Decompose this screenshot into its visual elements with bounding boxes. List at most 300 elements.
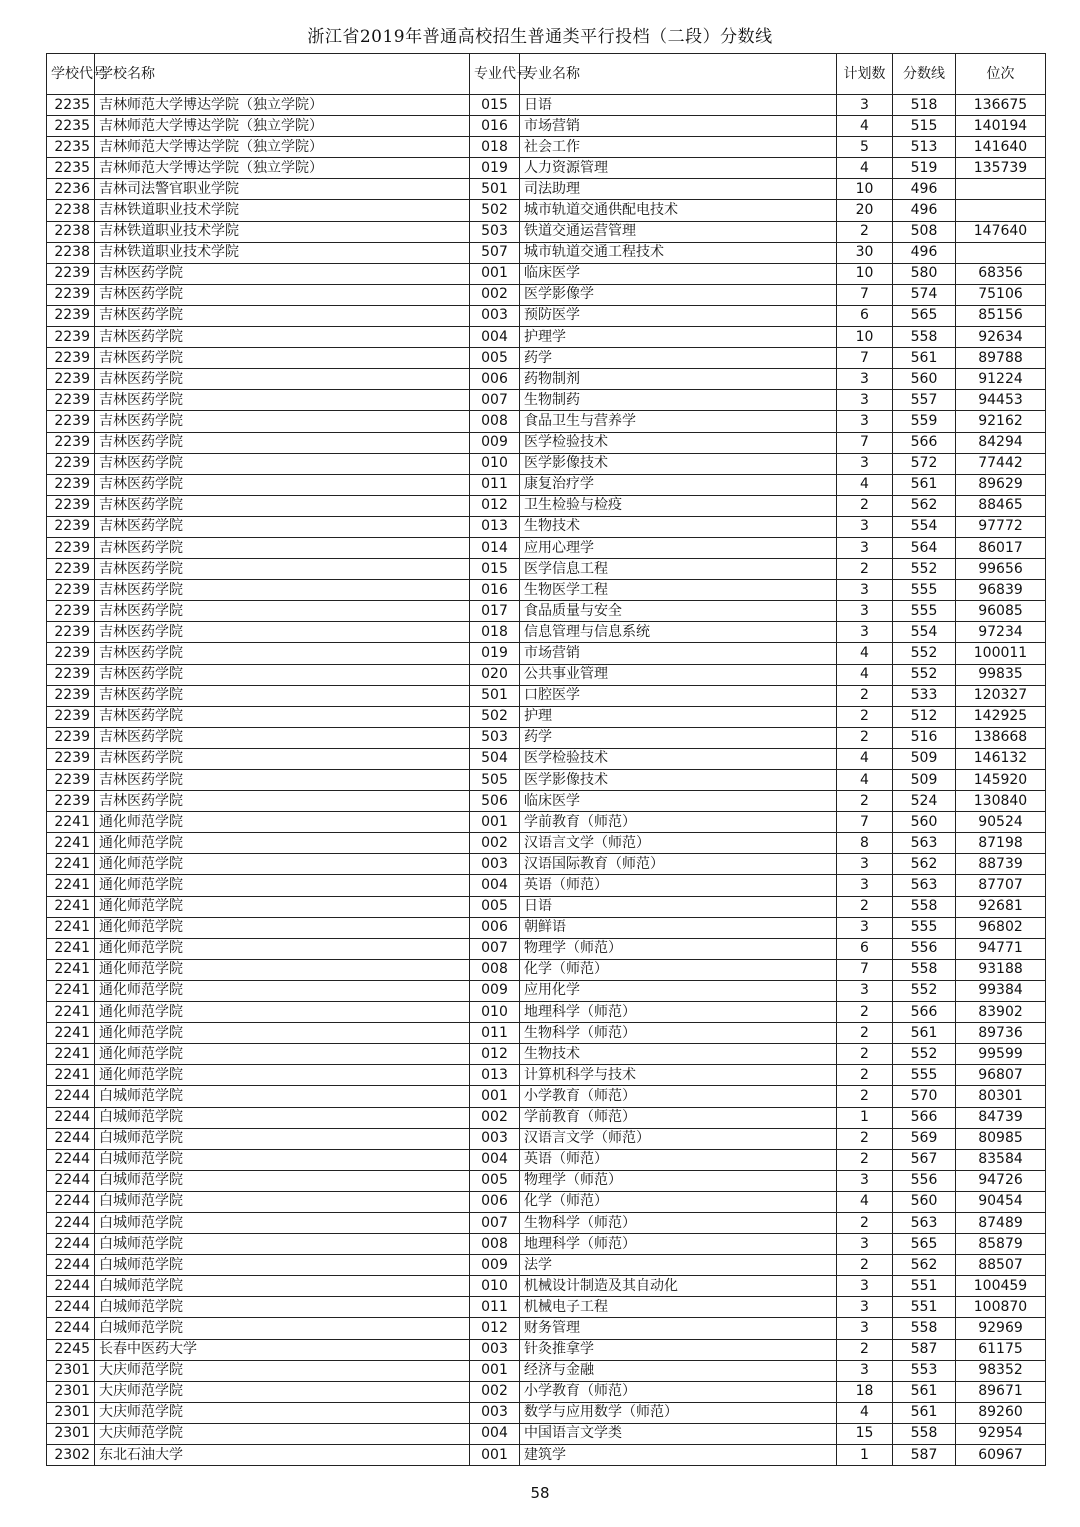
major-name-cell: 计算机科学与技术 [520, 1065, 837, 1086]
school-code-cell: 2239 [47, 453, 95, 474]
plan-cell: 20 [837, 200, 893, 221]
score-cell: 555 [893, 1065, 956, 1086]
major-code-cell: 011 [470, 1023, 520, 1044]
school-code-cell: 2241 [47, 1002, 95, 1023]
score-cell: 558 [893, 1423, 956, 1444]
rank-cell: 99384 [956, 980, 1046, 1001]
major-code-cell: 012 [470, 1318, 520, 1339]
major-code-cell: 011 [470, 474, 520, 495]
major-code-cell: 020 [470, 664, 520, 685]
major-name-cell: 城市轨道交通供配电技术 [520, 200, 837, 221]
plan-cell: 18 [837, 1381, 893, 1402]
school-name-cell: 吉林医药学院 [95, 516, 470, 537]
major-code-cell: 015 [470, 559, 520, 580]
school-name-cell: 长春中医药大学 [95, 1339, 470, 1360]
school-code-cell: 2241 [47, 833, 95, 854]
score-cell: 558 [893, 1318, 956, 1339]
score-cell: 555 [893, 917, 956, 938]
school-code-cell: 2239 [47, 263, 95, 284]
header-major-name: 专业名称 [520, 54, 837, 95]
school-name-cell: 白城师范学院 [95, 1170, 470, 1191]
table-row [47, 453, 1046, 474]
major-code-cell: 019 [470, 158, 520, 179]
school-name-cell: 吉林师范大学博达学院（独立学院） [95, 95, 470, 116]
table-row [47, 263, 1046, 284]
table-row [47, 369, 1046, 390]
school-name-cell: 通化师范学院 [95, 854, 470, 875]
major-name-cell: 财务管理 [520, 1318, 837, 1339]
score-cell: 563 [893, 875, 956, 896]
school-code-cell: 2302 [47, 1445, 95, 1466]
score-cell: 554 [893, 516, 956, 537]
major-name-cell: 临床医学 [520, 791, 837, 812]
school-name-cell: 吉林医药学院 [95, 748, 470, 769]
school-code-cell: 2239 [47, 537, 95, 558]
major-code-cell: 004 [470, 1149, 520, 1170]
table-row [47, 432, 1046, 453]
major-name-cell: 学前教育（师范） [520, 812, 837, 833]
rank-cell: 89629 [956, 474, 1046, 495]
major-code-cell: 003 [470, 854, 520, 875]
school-name-cell: 通化师范学院 [95, 1065, 470, 1086]
school-name-cell: 白城师范学院 [95, 1212, 470, 1233]
rank-cell: 85879 [956, 1234, 1046, 1255]
school-name-cell: 白城师范学院 [95, 1297, 470, 1318]
school-name-cell: 吉林医药学院 [95, 537, 470, 558]
school-name-cell: 通化师范学院 [95, 812, 470, 833]
major-name-cell: 医学检验技术 [520, 748, 837, 769]
plan-cell: 2 [837, 1065, 893, 1086]
table-row [47, 1212, 1046, 1233]
table-row [47, 622, 1046, 643]
rank-cell: 90454 [956, 1191, 1046, 1212]
major-code-cell: 503 [470, 221, 520, 242]
school-name-cell: 吉林医药学院 [95, 643, 470, 664]
major-name-cell: 社会工作 [520, 137, 837, 158]
major-name-cell: 中国语言文学类 [520, 1423, 837, 1444]
score-cell: 516 [893, 727, 956, 748]
rank-cell: 140194 [956, 116, 1046, 137]
major-code-cell: 010 [470, 453, 520, 474]
score-cell: 552 [893, 559, 956, 580]
table-row [47, 559, 1046, 580]
major-name-cell: 医学信息工程 [520, 559, 837, 580]
score-cell: 552 [893, 980, 956, 1001]
major-code-cell: 003 [470, 1402, 520, 1423]
plan-cell: 3 [837, 980, 893, 1001]
rank-cell: 75106 [956, 284, 1046, 305]
school-code-cell: 2239 [47, 601, 95, 622]
plan-cell: 3 [837, 411, 893, 432]
school-code-cell: 2241 [47, 896, 95, 917]
major-name-cell: 物理学（师范） [520, 938, 837, 959]
major-name-cell: 药物制剂 [520, 369, 837, 390]
score-cell: 551 [893, 1297, 956, 1318]
school-name-cell: 通化师范学院 [95, 959, 470, 980]
rank-cell: 92969 [956, 1318, 1046, 1339]
school-code-cell: 2241 [47, 854, 95, 875]
school-name-cell: 白城师范学院 [95, 1149, 470, 1170]
table-row [47, 812, 1046, 833]
rank-cell: 94453 [956, 390, 1046, 411]
rank-cell: 89671 [956, 1381, 1046, 1402]
school-code-cell: 2235 [47, 158, 95, 179]
major-code-cell: 013 [470, 516, 520, 537]
plan-cell: 3 [837, 601, 893, 622]
school-code-cell: 2239 [47, 791, 95, 812]
major-code-cell: 001 [470, 1086, 520, 1107]
major-name-cell: 口腔医学 [520, 685, 837, 706]
table-row [47, 601, 1046, 622]
school-name-cell: 吉林医药学院 [95, 411, 470, 432]
major-name-cell: 医学影像技术 [520, 770, 837, 791]
rank-cell: 80301 [956, 1086, 1046, 1107]
major-name-cell: 药学 [520, 727, 837, 748]
table-row [47, 411, 1046, 432]
major-name-cell: 市场营销 [520, 116, 837, 137]
school-name-cell: 吉林医药学院 [95, 601, 470, 622]
score-cell: 560 [893, 1191, 956, 1212]
rank-cell: 92162 [956, 411, 1046, 432]
score-cell: 551 [893, 1276, 956, 1297]
plan-cell: 3 [837, 1360, 893, 1381]
major-code-cell: 009 [470, 432, 520, 453]
major-name-cell: 机械设计制造及其自动化 [520, 1276, 837, 1297]
school-name-cell: 通化师范学院 [95, 833, 470, 854]
school-code-cell: 2241 [47, 1044, 95, 1065]
major-code-cell: 002 [470, 833, 520, 854]
score-cell: 555 [893, 601, 956, 622]
major-code-cell: 502 [470, 706, 520, 727]
table-row [47, 833, 1046, 854]
score-cell: 558 [893, 959, 956, 980]
school-code-cell: 2235 [47, 116, 95, 137]
school-code-cell: 2238 [47, 242, 95, 263]
table-row [47, 200, 1046, 221]
table-row [47, 727, 1046, 748]
school-name-cell: 通化师范学院 [95, 1044, 470, 1065]
major-code-cell: 505 [470, 770, 520, 791]
plan-cell: 10 [837, 327, 893, 348]
rank-cell: 100459 [956, 1276, 1046, 1297]
major-name-cell: 朝鲜语 [520, 917, 837, 938]
header-major-code: 专业代号 [470, 54, 520, 95]
major-code-cell: 015 [470, 95, 520, 116]
major-name-cell: 药学 [520, 348, 837, 369]
school-code-cell: 2244 [47, 1191, 95, 1212]
plan-cell: 3 [837, 453, 893, 474]
rank-cell: 147640 [956, 221, 1046, 242]
score-cell: 524 [893, 791, 956, 812]
table-row [47, 348, 1046, 369]
score-cell: 518 [893, 95, 956, 116]
plan-cell: 2 [837, 1212, 893, 1233]
plan-cell: 1 [837, 1445, 893, 1466]
table-row [47, 158, 1046, 179]
table-row [47, 748, 1046, 769]
major-name-cell: 日语 [520, 896, 837, 917]
plan-cell: 3 [837, 516, 893, 537]
table-row [47, 1023, 1046, 1044]
score-cell: 580 [893, 263, 956, 284]
school-code-cell: 2245 [47, 1339, 95, 1360]
major-code-cell: 010 [470, 1276, 520, 1297]
major-name-cell: 医学影像技术 [520, 453, 837, 474]
school-name-cell: 吉林医药学院 [95, 348, 470, 369]
major-name-cell: 人力资源管理 [520, 158, 837, 179]
school-code-cell: 2239 [47, 284, 95, 305]
rank-cell [956, 242, 1046, 263]
school-code-cell: 2239 [47, 685, 95, 706]
school-name-cell: 吉林医药学院 [95, 432, 470, 453]
plan-cell: 4 [837, 1402, 893, 1423]
rank-cell: 100011 [956, 643, 1046, 664]
major-name-cell: 生物技术 [520, 516, 837, 537]
school-code-cell: 2239 [47, 770, 95, 791]
rank-cell: 84739 [956, 1107, 1046, 1128]
school-code-cell: 2239 [47, 305, 95, 326]
major-code-cell: 014 [470, 537, 520, 558]
major-code-cell: 501 [470, 685, 520, 706]
major-name-cell: 学前教育（师范） [520, 1107, 837, 1128]
table-row [47, 896, 1046, 917]
school-code-cell: 2244 [47, 1318, 95, 1339]
major-name-cell: 应用化学 [520, 980, 837, 1001]
table-row [47, 1086, 1046, 1107]
score-cell: 557 [893, 390, 956, 411]
school-code-cell: 2239 [47, 516, 95, 537]
major-name-cell: 信息管理与信息系统 [520, 622, 837, 643]
table-row [47, 137, 1046, 158]
plan-cell: 3 [837, 390, 893, 411]
plan-cell: 5 [837, 137, 893, 158]
school-name-cell: 白城师范学院 [95, 1191, 470, 1212]
table-row [47, 1360, 1046, 1381]
rank-cell: 96085 [956, 601, 1046, 622]
school-name-cell: 吉林医药学院 [95, 727, 470, 748]
score-cell: 496 [893, 242, 956, 263]
major-name-cell: 医学检验技术 [520, 432, 837, 453]
major-name-cell: 生物制药 [520, 390, 837, 411]
rank-cell: 135739 [956, 158, 1046, 179]
school-code-cell: 2235 [47, 95, 95, 116]
table-row [47, 327, 1046, 348]
major-name-cell: 城市轨道交通工程技术 [520, 242, 837, 263]
plan-cell: 2 [837, 1044, 893, 1065]
major-code-cell: 019 [470, 643, 520, 664]
score-cell: 587 [893, 1445, 956, 1466]
school-name-cell: 吉林医药学院 [95, 706, 470, 727]
rank-cell: 83902 [956, 1002, 1046, 1023]
major-name-cell: 卫生检验与检疫 [520, 495, 837, 516]
table-row [47, 495, 1046, 516]
rank-cell: 68356 [956, 263, 1046, 284]
school-name-cell: 吉林医药学院 [95, 622, 470, 643]
plan-cell: 4 [837, 770, 893, 791]
major-code-cell: 004 [470, 875, 520, 896]
score-cell: 566 [893, 1002, 956, 1023]
rank-cell: 91224 [956, 369, 1046, 390]
school-name-cell: 通化师范学院 [95, 917, 470, 938]
score-cell: 561 [893, 1381, 956, 1402]
rank-cell: 83584 [956, 1149, 1046, 1170]
major-name-cell: 生物技术 [520, 1044, 837, 1065]
rank-cell: 94771 [956, 938, 1046, 959]
table-row [47, 1381, 1046, 1402]
score-cell: 558 [893, 327, 956, 348]
score-cell: 559 [893, 411, 956, 432]
major-name-cell: 汉语言文学（师范） [520, 833, 837, 854]
rank-cell: 138668 [956, 727, 1046, 748]
major-name-cell: 日语 [520, 95, 837, 116]
rank-cell: 93188 [956, 959, 1046, 980]
rank-cell [956, 200, 1046, 221]
table-row [47, 1065, 1046, 1086]
school-name-cell: 吉林医药学院 [95, 580, 470, 601]
rank-cell: 100870 [956, 1297, 1046, 1318]
major-code-cell: 016 [470, 580, 520, 601]
score-cell: 552 [893, 664, 956, 685]
school-code-cell: 2244 [47, 1255, 95, 1276]
school-code-cell: 2239 [47, 748, 95, 769]
major-name-cell: 医学影像学 [520, 284, 837, 305]
rank-cell: 61175 [956, 1339, 1046, 1360]
rank-cell: 146132 [956, 748, 1046, 769]
major-code-cell: 007 [470, 1212, 520, 1233]
school-name-cell: 通化师范学院 [95, 980, 470, 1001]
rank-cell: 141640 [956, 137, 1046, 158]
school-code-cell: 2239 [47, 622, 95, 643]
school-code-cell: 2241 [47, 938, 95, 959]
school-name-cell: 通化师范学院 [95, 1002, 470, 1023]
major-code-cell: 001 [470, 1360, 520, 1381]
plan-cell: 4 [837, 474, 893, 495]
school-name-cell: 通化师范学院 [95, 896, 470, 917]
major-code-cell: 005 [470, 348, 520, 369]
table-row [47, 1234, 1046, 1255]
major-name-cell: 生物科学（师范） [520, 1212, 837, 1233]
major-code-cell: 002 [470, 284, 520, 305]
major-name-cell: 食品质量与安全 [520, 601, 837, 622]
plan-cell: 2 [837, 685, 893, 706]
plan-cell: 10 [837, 179, 893, 200]
score-cell: 560 [893, 812, 956, 833]
plan-cell: 10 [837, 263, 893, 284]
rank-cell: 77442 [956, 453, 1046, 474]
score-cell: 509 [893, 770, 956, 791]
rank-cell: 88507 [956, 1255, 1046, 1276]
score-cell: 562 [893, 1255, 956, 1276]
plan-cell: 3 [837, 854, 893, 875]
plan-cell: 2 [837, 1149, 893, 1170]
rank-cell: 90524 [956, 812, 1046, 833]
rank-cell: 84294 [956, 432, 1046, 453]
score-cell: 561 [893, 348, 956, 369]
score-cell: 566 [893, 1107, 956, 1128]
table-row [47, 179, 1046, 200]
table-row [47, 706, 1046, 727]
school-code-cell: 2244 [47, 1212, 95, 1233]
school-code-cell: 2238 [47, 221, 95, 242]
admission-score-table [46, 53, 1046, 1466]
school-name-cell: 吉林医药学院 [95, 284, 470, 305]
score-cell: 563 [893, 1212, 956, 1233]
school-code-cell: 2239 [47, 369, 95, 390]
page-title: 浙江省2019年普通高校招生普通类平行投档（二段）分数线 [307, 27, 773, 47]
school-code-cell: 2301 [47, 1360, 95, 1381]
plan-cell: 2 [837, 1086, 893, 1107]
score-cell: 561 [893, 1402, 956, 1423]
rank-cell: 99656 [956, 559, 1046, 580]
score-cell: 509 [893, 748, 956, 769]
table-body [47, 95, 1046, 1466]
school-name-cell: 通化师范学院 [95, 938, 470, 959]
rank-cell: 86017 [956, 537, 1046, 558]
major-name-cell: 铁道交通运营管理 [520, 221, 837, 242]
table-row [47, 1423, 1046, 1444]
rank-cell: 92954 [956, 1423, 1046, 1444]
major-code-cell: 016 [470, 116, 520, 137]
major-name-cell: 汉语国际教育（师范） [520, 854, 837, 875]
school-name-cell: 通化师范学院 [95, 875, 470, 896]
score-cell: 533 [893, 685, 956, 706]
school-name-cell: 吉林医药学院 [95, 390, 470, 411]
school-name-cell: 吉林医药学院 [95, 369, 470, 390]
plan-cell: 2 [837, 1128, 893, 1149]
table-row [47, 242, 1046, 263]
table-row [47, 284, 1046, 305]
school-code-cell: 2235 [47, 137, 95, 158]
table-row [47, 1170, 1046, 1191]
school-name-cell: 吉林铁道职业技术学院 [95, 221, 470, 242]
school-code-cell: 2244 [47, 1086, 95, 1107]
plan-cell: 2 [837, 727, 893, 748]
table-row [47, 305, 1046, 326]
major-name-cell: 建筑学 [520, 1445, 837, 1466]
score-cell: 565 [893, 305, 956, 326]
plan-cell: 4 [837, 664, 893, 685]
school-name-cell: 大庆师范学院 [95, 1402, 470, 1423]
table-row [47, 580, 1046, 601]
major-code-cell: 012 [470, 1044, 520, 1065]
school-code-cell: 2236 [47, 179, 95, 200]
school-name-cell: 吉林医药学院 [95, 327, 470, 348]
major-code-cell: 017 [470, 601, 520, 622]
plan-cell: 4 [837, 748, 893, 769]
table-row [47, 917, 1046, 938]
plan-cell: 8 [837, 833, 893, 854]
score-cell: 553 [893, 1360, 956, 1381]
major-code-cell: 005 [470, 1170, 520, 1191]
school-code-cell: 2239 [47, 411, 95, 432]
major-name-cell: 预防医学 [520, 305, 837, 326]
rank-cell: 89736 [956, 1023, 1046, 1044]
school-code-cell: 2244 [47, 1170, 95, 1191]
rank-cell: 99599 [956, 1044, 1046, 1065]
school-name-cell: 吉林医药学院 [95, 559, 470, 580]
table-row [47, 95, 1046, 116]
major-name-cell: 护理学 [520, 327, 837, 348]
major-code-cell: 004 [470, 327, 520, 348]
rank-cell: 89788 [956, 348, 1046, 369]
plan-cell: 2 [837, 791, 893, 812]
major-code-cell: 003 [470, 1339, 520, 1360]
table-row [47, 537, 1046, 558]
rank-cell: 142925 [956, 706, 1046, 727]
school-name-cell: 大庆师范学院 [95, 1381, 470, 1402]
major-name-cell: 英语（师范） [520, 875, 837, 896]
school-name-cell: 白城师范学院 [95, 1276, 470, 1297]
